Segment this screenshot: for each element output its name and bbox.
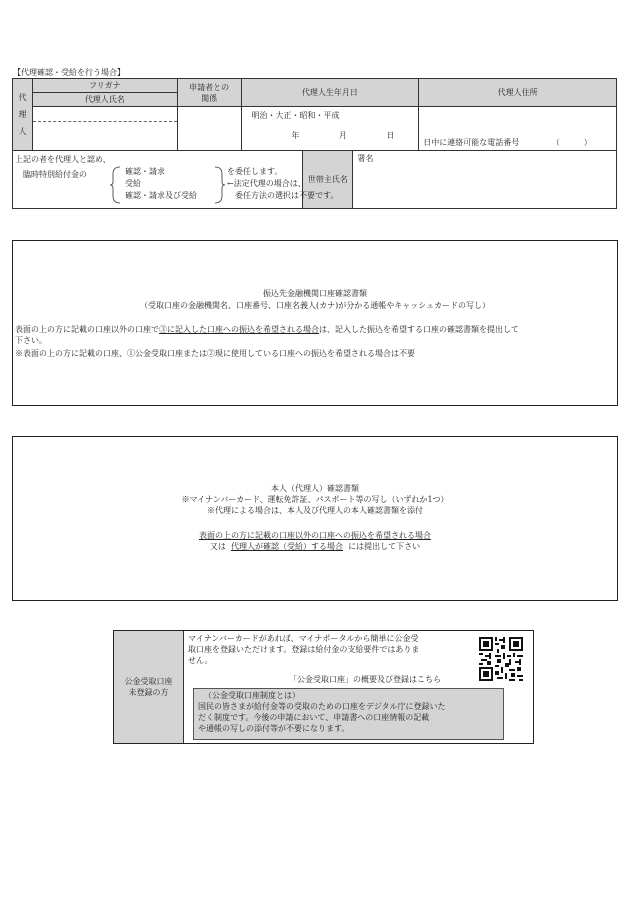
householder-signature-field[interactable]	[353, 151, 617, 209]
qr-code-icon[interactable]	[479, 637, 523, 681]
public-account-info-line2: だく制度です。今後の申請において、申請書への口座情報の記載	[198, 713, 430, 722]
relation-label: 申請者との 関係	[177, 79, 241, 107]
legal-note1: ←法定代理の場合は、	[227, 179, 306, 188]
birthdate-field[interactable]	[241, 107, 419, 151]
bank-box-line1: 表面の上の方に記載の口座以外の口座で③に記入した口座への振込を希望される場合は、記入した振込を希望する口座の確認書類を提出して 下さい。	[15, 325, 519, 345]
public-account-info-title: （公金受取口座制度とは）	[204, 691, 300, 700]
option-confirm-claim[interactable]: 確認・請求	[125, 167, 165, 176]
benefit-label: 臨時特別給付金の	[23, 170, 87, 179]
bank-box-line2: ※表面の上の方に記載の口座、①公金受取口座または②現に使用している口座への振込を希望される場合は不要	[15, 349, 415, 358]
agent-name-field[interactable]	[33, 122, 177, 150]
bank-document-box	[12, 240, 618, 406]
phone-paren[interactable]: （ ）	[551, 138, 592, 147]
agent-table	[12, 78, 617, 209]
era-options[interactable]: 明治・大正・昭和・平成	[251, 111, 340, 120]
id-box-line1: ※マイナンバーカード、運転免許証、パスポート等の写し（いずれか1つ）	[181, 495, 449, 504]
bank-box-subtitle: （受取口座の金融機関名、口座番号、口座名義人(カナ)が分かる通帳やキャッシュカードの写し）	[139, 301, 491, 310]
legal-note2: 委任方法の選択は不要です。	[235, 191, 339, 200]
option-receive[interactable]: 受給	[125, 179, 141, 188]
left-bracket-icon	[110, 166, 122, 204]
relation-field[interactable]	[177, 107, 241, 151]
phone-label: 日中に連絡可能な電話番号	[423, 138, 520, 147]
furigana-field[interactable]	[33, 107, 177, 122]
address-field[interactable]	[419, 107, 617, 151]
householder-label: 世帯主氏名	[303, 151, 353, 209]
id-box-title: 本人（代理人）確認書類	[271, 484, 359, 493]
delegation-options[interactable]	[125, 166, 197, 202]
id-document-box	[12, 436, 618, 601]
birthdate-label: 代理人生年月日	[241, 79, 419, 107]
month-label: 月	[338, 131, 347, 140]
public-account-side-label: 公金受取口座 未登録の方	[114, 631, 184, 743]
agent-name-input-cell[interactable]	[32, 107, 177, 151]
furigana-label: フリガナ	[32, 79, 177, 93]
bank-box-title: 振込先金融機関口座確認書類	[263, 289, 367, 298]
option-both[interactable]: 確認・請求及び受給	[125, 191, 197, 200]
agent-side-label: 代 理 人	[13, 79, 33, 151]
right-bracket-icon	[213, 166, 225, 204]
id-box-line2: ※代理による場合は、本人及び代理人の本人確認書類を添付	[207, 506, 423, 515]
id-box-line3: 表面の上の方に記載の口座以外の口座への振込を希望される場合	[199, 531, 431, 540]
signature-label: 署名	[357, 154, 374, 163]
year-label: 年	[291, 131, 300, 140]
agent-section-heading: 【代理確認・受給を行う場合】	[13, 68, 125, 77]
delegate-text2: を委任します。	[227, 167, 283, 176]
agent-name-label: 代理人氏名	[32, 93, 177, 107]
id-box-line4: 又は 代理人が確認（受給）する場合 には提出して下さい	[209, 542, 421, 551]
public-account-text: マイナンバーカードがあれば、マイナポータルから簡単に公金受 取口座を登録いただけます。登録は給付金の支給要件ではありま せん。	[188, 634, 420, 665]
address-label: 代理人住所	[419, 79, 617, 107]
day-label: 日	[386, 131, 395, 140]
public-account-info-box	[193, 688, 504, 740]
public-account-link[interactable]: 「公金受取口座」の概要及び登録はこちら	[289, 675, 441, 684]
public-account-info-line3: や通帳の写しの添付等が不要になります。	[198, 724, 350, 733]
public-account-box	[113, 630, 534, 744]
delegate-text1: 上記の者を代理人と認め、	[15, 155, 111, 164]
public-account-info-line1: 国民の皆さまが給付金等の受取のための口座をデジタル庁に登録いた	[198, 702, 446, 711]
